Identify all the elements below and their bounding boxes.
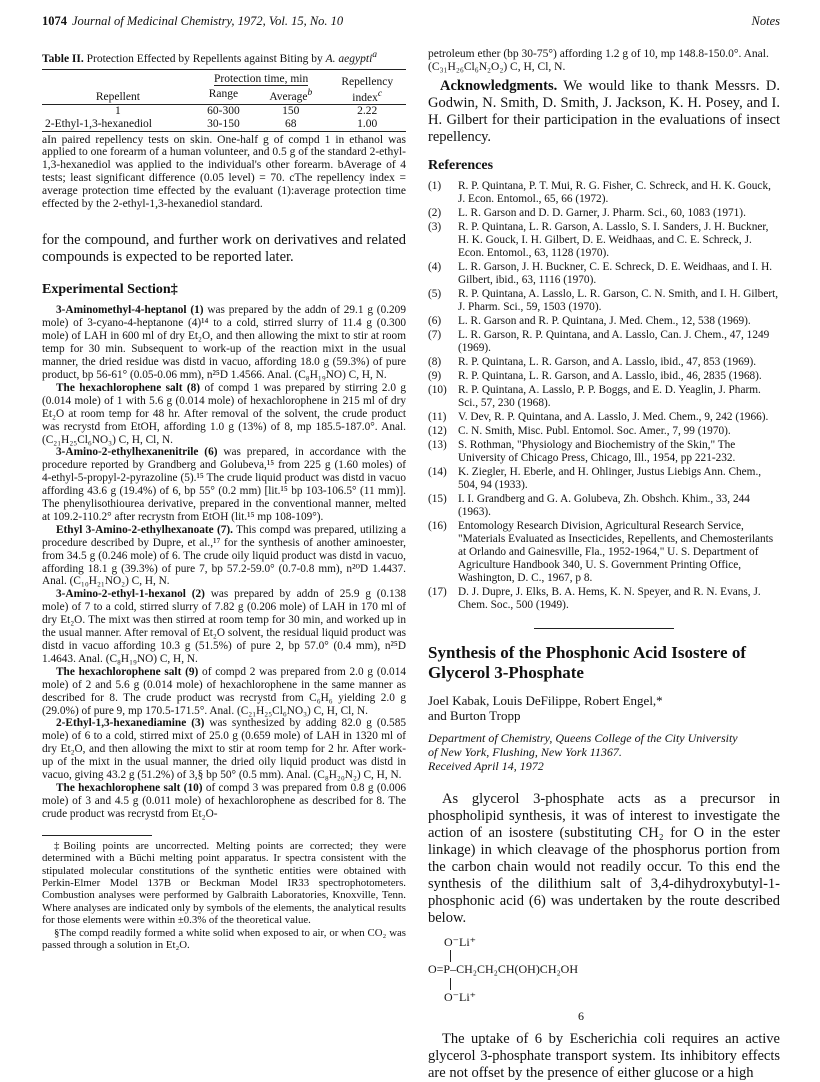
experimental-heading: Experimental Section‡ (42, 282, 178, 298)
reference-text: K. Ziegler, H. Eberle, and H. Ohlinger, Justus Liebigs Ann. Chem., 504, 94 (1933). (458, 466, 762, 491)
affiliation-line: Department of Chemistry, Queens College of the City University (428, 731, 738, 745)
experimental-paragraph (42, 304, 406, 381)
article-authors (428, 693, 780, 723)
col-repellent: Repellent (42, 69, 194, 104)
reference-item (428, 261, 780, 287)
reference-text: D. J. Dupre, J. Elks, B. A. Hems, K. N. Speyer, and R. N. Evans, J. Chem. Soc., 500 (1949). (458, 586, 761, 611)
repellent-table (42, 69, 406, 132)
reference-text: L. R. Garson and R. P. Quintana, J. Med. Chem., 12, 538 (1969). (458, 315, 751, 327)
cell-range: 30-150 (207, 117, 240, 130)
reference-text: L. R. Garson, J. H. Buckner, C. E. Schreck, D. E. Weidhaas, and I. H. Gilbert, ibid., 63, 1116 (1970). (458, 261, 773, 286)
page-number: 1074 (42, 14, 67, 28)
article-paragraph: As glycerol 3-phosphate acts as a precursor in phospholipid synthesis, it was of interest to investigate the action of an isostere (substituting CH₂ for O in the ester linkage) in which cleavage of the phosphorus portion from the carbon chain would not readily occur. To this end the synthesis of the dilithium salt of 3,4-dihydroxybutyl-1-phosphonic acid (6) was undertaken by the route described below. (428, 791, 780, 926)
compound-name: Ethyl 3-Amino-2-ethylhexanoate (7). (56, 523, 233, 536)
col-range: Range (194, 86, 253, 104)
table-row (42, 118, 406, 132)
compound-name: 3-Aminomethyl-4-heptanol (1) (56, 304, 204, 317)
reference-number: (1) (428, 180, 442, 192)
cell-repellent: 2-Ethyl-1,3-hexanediol (45, 117, 152, 130)
experimental-section (42, 304, 406, 820)
table-caption-species: A. aegypti (325, 52, 373, 65)
reference-number: (3) (428, 221, 442, 233)
col-average-label: Average (269, 90, 308, 103)
experimental-paragraph (42, 717, 406, 782)
reference-number: (12) (428, 425, 447, 437)
reference-number: (14) (428, 466, 447, 478)
reference-text: R. P. Quintana, P. T. Mui, R. G. Fisher, C. Schreck, and H. K. Gouck, J. Econ. Entomol., 65, 66 (1972). (458, 180, 771, 205)
reference-text: V. Dev, R. P. Quintana, and A. Lasslo, J. Med. Chem., 9, 242 (1966). (458, 411, 769, 423)
reference-text: R. P. Quintana, A. Lasslo, L. R. Garson, C. N. Smith, and I. H. Gilbert, J. Pharm. Sci., 59, 1503 (1970). (458, 288, 779, 313)
reference-item (428, 180, 780, 206)
reference-item (428, 493, 780, 519)
reference-number: (16) (428, 520, 447, 532)
experimental-paragraph (42, 382, 406, 447)
structure-bottom-group: O⁻Li⁺ (444, 990, 476, 1004)
procedure-text: of compd 3 was prepared from 0.8 g (0.006 mole) of 3 and 4.5 g (0.011 mole) of hexachlorophene as described for 8. The crude product was recrystd from Et₂O- (42, 781, 406, 820)
table-row (42, 104, 406, 118)
reference-text: Entomology Research Division, Agricultural Research Service, "Materials Evaluated as Insecticides, Repellents, and Chemosterilants at Orlando and Gainesville, Fla., 1952-1964," U. S. Department of Agriculture Handbook 340, U. S. Government Printing Office, Washington, D. C., 1967, p 8. (458, 520, 774, 584)
experimental-paragraph (42, 666, 406, 718)
article-divider (534, 628, 674, 629)
footnote: ‡Boiling points are uncorrected. Melting points are corrected; they were determined with a Büchi melting point apparatus. Ir spectra consistent with the stipulated molecular constitutions of the synthetic entities were obtained with Perkin-Elmer Model 137B or Beckman Model IR33 spectrophotometers. Combustion analyses were performed by Galbraith Laboratories, Knoxville, Tenn. Where analyses are indicated only by symbols of the elements, the analytical results for those elements were within ±0.3% of the theoretical value. (42, 839, 406, 927)
reference-list (428, 180, 780, 612)
acknowledgments (428, 78, 780, 146)
reference-number: (15) (428, 493, 447, 505)
reference-number: (8) (428, 356, 442, 368)
chemical-structure-6 (428, 935, 780, 1027)
reference-text: R. P. Quintana, L. R. Garson, and A. Lasslo, ibid., 47, 853 (1969). (458, 356, 757, 368)
reference-number: (2) (428, 207, 442, 219)
table-caption-prefix: Table II. (42, 52, 84, 65)
col-index-mark: c (377, 87, 383, 99)
reference-item (428, 384, 780, 410)
procedure-text: of compd 2 was prepared from 2.0 g (0.014 mole) of 2 and 5.6 g (0.014 mole) of hexachlorophene in the same manner as described for 8. The crude product was recrystd from C₆H₆ yielding 2.0 g (29.0%) of pure 9, mp 170.5-171.5°. Anal. (C₂₁H₂₅Cl₆NO₃) C, H, Cl, N. (42, 665, 407, 717)
reference-text: I. I. Grandberg and G. A. Golubeva, Zh. Obshch. Khim., 33, 244 (1963). (458, 493, 750, 518)
article-paragraph: The uptake of 6 by Escherichia coli requires an active glycerol 3-phosphate transport system. Its inhibitory effects are not offset by the presence of either glucose or a high (428, 1031, 780, 1081)
compound-name: 2-Ethyl-1,3-hexanediamine (3) (56, 717, 205, 730)
left-column (42, 48, 406, 951)
acknowledgments-text: We would like to thank Messrs. D. Godwin, N. Smith, D. Smith, J. Jackson, K. H. Posey, and I. H. Gilbert for their participation in the evaluations of insect repellency. (428, 78, 780, 145)
reference-number: (13) (428, 439, 447, 451)
procedure-text: was prepared, in accordance with the procedure reported by Grandberg and Golubeva,¹⁵ from 225 g (1.60 moles) of 4-ethyl-5-propyl-2-pyrazoline (5).¹⁵ The crude liquid product was distd in vacuo affording 43.6 g (19.4%) of 6, bp 55° (0.2 mm) [lit.¹⁵ bp 103-106.5° (11 mm)]. The phenylisothiourea derivative, prepared in the conventional manner, melted at 109.2-110.2° after recrystn from EtOH (lit.¹⁵ mp 108-109°). (42, 446, 406, 523)
footnote: §The compd readily formed a white solid when exposed to air, or when CO₂ was passed through a solution in Et₂O. (42, 926, 406, 951)
compound-name: 3-Amino-2-ethylhexanenitrile (6) (56, 446, 218, 459)
reference-text: S. Rothman, "Physiology and Biochemistry of the Skin," The University of Chicago Press, Chicago, Ill., 1954, pp 221-232. (458, 439, 736, 464)
reference-item (428, 466, 780, 492)
reference-text: L. R. Garson and D. D. Garner, J. Pharm. Sci., 60, 1083 (1971). (458, 207, 746, 219)
procedure-text: was prepared by the addn of 29.1 g (0.209 mole) of 3-cyano-4-heptanone (4)¹⁴ to a cold, stirred slurry of 11.4 g (0.300 mole) of LAH in 600 ml of dry Et₂O, and then allowing the mixt to stir at room temp for 30 min. Subsequent to work-up of the reaction mixt in the usual manner, the dried residue was distd in vacuo, affording 18.0 g (59.3%) of pure product, bp 56-61° (0.05-0.06 mm), n²⁵D 1.4566. Anal. (C₈H₁₉NO) C, H, N. (42, 304, 406, 381)
reference-text: R. P. Quintana, L. R. Garson, A. Lasslo, S. I. Sanders, J. H. Buckner, H. K. Gouck, I. H. Gilbert, D. E. Weidhaas, and C. E. Schreck, J. Econ. Entomol., 63, 1128 (1970). (458, 221, 769, 259)
reference-item (428, 439, 780, 465)
authors-line: and Burton Tropp (428, 708, 521, 723)
structure-bond-top (450, 950, 451, 962)
reference-item (428, 356, 780, 369)
authors-line: Joel Kabak, Louis DeFilippe, Robert Engel,* (428, 693, 663, 708)
table-caption-mark: a (372, 49, 378, 60)
reference-number: (5) (428, 288, 442, 300)
reference-number: (10) (428, 384, 447, 396)
procedure-continued: petroleum ether (bp 30-75°) affording 1.2 g of 10, mp 148.8-150.0°. Anal. (C₃₁H₂₆Cl₆N₂O₂) C, H, Cl, N. (428, 48, 769, 73)
right-column (428, 48, 780, 1082)
reference-number: (9) (428, 370, 442, 382)
experimental-paragraph (42, 446, 406, 523)
structure-label: 6 (578, 1009, 584, 1023)
reference-item (428, 425, 780, 438)
reference-item (428, 207, 780, 220)
procedure-text: This compd was prepared, utilizing a procedure described by Dupre, et al.,¹⁷ for the synthesis of another aminoester, from 34.5 g (0.246 mole) of 6. The crude oily liquid product was distd in vacuo, affording 18.1 g (39.3%) of pure 7, bp 57.2-59.0° (0.7-0.8 mm), n²⁰D 1.4437. Anal. (C₁₀H₂₁NO₂) C, H, N. (42, 523, 406, 588)
cell-repellent: 1 (115, 104, 121, 117)
reference-item (428, 329, 780, 355)
procedure-text: was synthesized by adding 82.0 g (0.585 mole) of 6 to a cold, stirred mixt of 25.0 g (0.659 mole) of LAH in 1320 ml of dry Et₂O, and then allowing the mixt to stir at room temp for 2 hr. After work-up of the mixt in the usual manner, the dried oily liquid product was distd in vacuo, giving 43.2 g (51.2%) of 3,§ bp 50° (0.5 mm). Anal. (C₈H₂₀N₂) C, H, N. (42, 717, 407, 782)
compound-name: The hexachlorophene salt (10) (56, 781, 203, 794)
cell-average: 68 (285, 117, 297, 130)
article-title: Synthesis of the Phosphonic Acid Isostere of Glycerol 3-Phosphate (428, 643, 746, 682)
section-label: Notes (751, 14, 780, 28)
reference-text: L. R. Garson, R. P. Quintana, and A. Lasslo, Can. J. Chem., 47, 1249 (1969). (458, 329, 770, 354)
cell-index: 2.22 (357, 104, 378, 117)
reference-item (428, 520, 780, 585)
compound-name: The hexachlorophene salt (8) (56, 381, 201, 394)
reference-item (428, 221, 780, 260)
cell-range: 60-300 (207, 104, 240, 117)
table-footnote: aIn paired repellency tests on skin. One-half g of compd 1 in ethanol was applied to one forearm of a human volunteer, and 0.5 g of the standard 2-ethyl-1,3-hexanediol was applied to the individual's other forearm. bAverage of 4 tests; least significant difference (0.05 level) = 70. cThe repellency index = average protection time effected by the evaluant (1):average protection time effected by the 2-ethyl-1,3-hexanediol standard. (42, 133, 406, 210)
acknowledgments-label: Acknowledgments. (440, 78, 558, 94)
reference-item (428, 586, 780, 612)
references-heading: References (428, 158, 494, 173)
reference-number: (4) (428, 261, 442, 273)
compound-name: The hexachlorophene salt (9) (56, 665, 199, 678)
reference-text: C. N. Smith, Misc. Publ. Entomol. Soc. Amer., 7, 99 (1970). (458, 425, 731, 437)
reference-number: (7) (428, 329, 442, 341)
structure-top-group: O⁻Li⁺ (444, 935, 476, 949)
structure-main-chain: O=P–CH₂CH₂CH(OH)CH₂OH (428, 962, 578, 976)
cell-index: 1.00 (357, 117, 378, 130)
col-group-protection: Protection time, min (213, 72, 309, 85)
body-paragraph: for the compound, and further work on derivatives and related compounds is expected to be reported later. (42, 232, 406, 266)
received-date: Received April 14, 1972 (428, 759, 544, 773)
table-caption-text: Protection Effected by Repellents against Biting by (86, 52, 323, 65)
reference-item (428, 370, 780, 383)
structure-bond-bottom (450, 978, 451, 990)
reference-text: R. P. Quintana, A. Lasslo, P. P. Boggs, and E. D. Yeaglin, J. Pharm. Sci., 57, 230 (1968). (458, 384, 761, 409)
reference-item (428, 315, 780, 328)
running-header (42, 14, 780, 32)
article-affiliation (428, 731, 780, 773)
table-caption (42, 48, 406, 66)
procedure-text: was prepared by addn of 25.9 g (0.138 mole) of 7 to a cold, stirred slurry of 7.82 g (0.206 mole) of LAH in 170 ml of dry Et₂O. The mixt was then stirred at room temp for 30 min, and worked up in the usual manner. After removal of Et₂O solvent, the residual liquid product was distd in vacuo affording 10.3 g (51.5%) of pure 2, bp 57.0° (0.4 mm), n²⁵D 1.4643. Anal. (C₈H₁₉NO) C, H, N. (42, 588, 406, 665)
experimental-paragraph (42, 588, 406, 665)
journal-citation: Journal of Medicinal Chemistry, 1972, Vol. 15, No. 10 (72, 14, 344, 28)
compound-name: 3-Amino-2-ethyl-1-hexanol (2) (56, 588, 205, 601)
reference-number: (6) (428, 315, 442, 327)
footnote-divider (42, 835, 152, 836)
col-index (328, 69, 406, 104)
reference-text: R. P. Quintana, L. R. Garson, and A. Lasslo, ibid., 46, 2835 (1968). (458, 370, 762, 382)
affiliation-line: of New York, Flushing, New York 11367. (428, 745, 622, 759)
col-average-mark: b (307, 86, 313, 98)
procedure-text: of compd 1 was prepared by stirring 2.0 g (0.014 mole) of 1 with 5.6 g (0.014 mole) of hexachlorophene in 215 ml of dry Et₂O at room temp for 48 hr. After removal of the solvent, the crude product was recrystd from EtOH, affording 1.0 g (13%) of 8, mp 185.5-187.0°. Anal. (C₂₁H₂₅Cl₆NO₃) C, H, Cl, N. (42, 381, 406, 446)
cell-average: 150 (282, 104, 300, 117)
reference-item (428, 288, 780, 314)
col-index-line2: index (352, 91, 378, 104)
reference-item (428, 411, 780, 424)
reference-number: (17) (428, 586, 447, 598)
col-average (253, 86, 328, 104)
experimental-paragraph (42, 524, 406, 589)
col-index-line1: Repellency (341, 75, 394, 88)
reference-number: (11) (428, 411, 447, 423)
experimental-paragraph (42, 782, 406, 821)
